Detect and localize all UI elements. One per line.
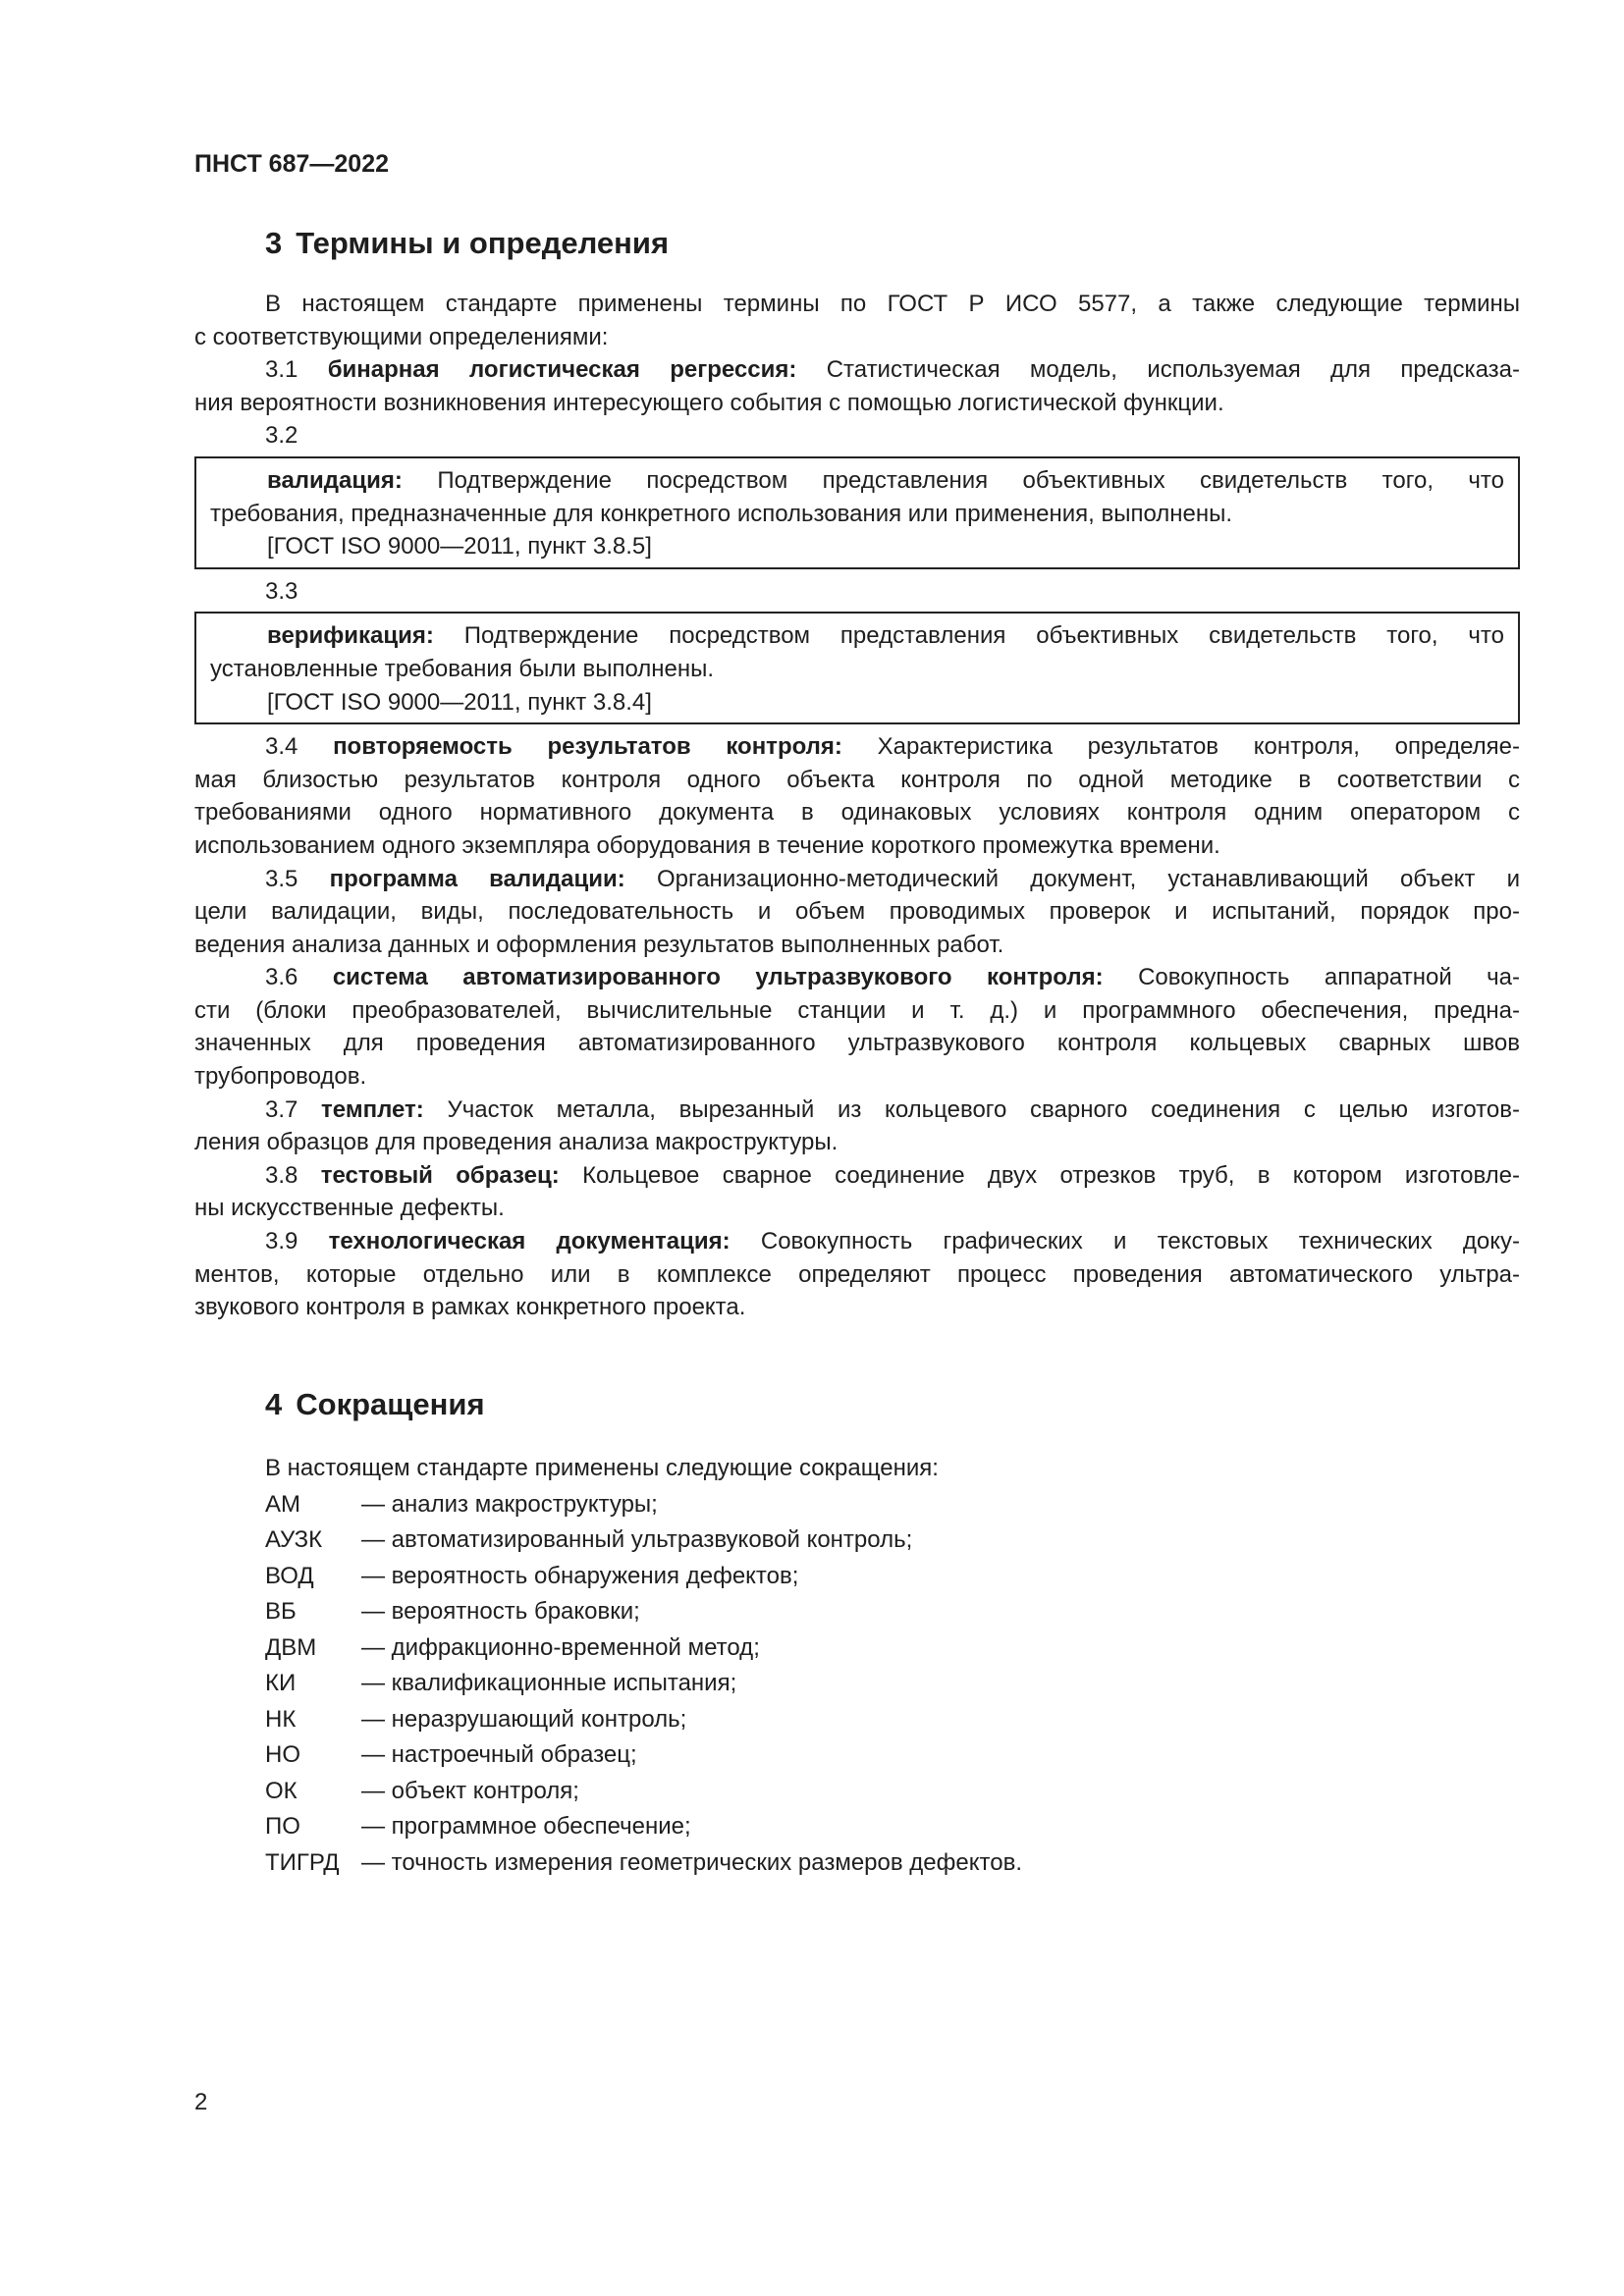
definition-line: ния вероятности возникновения интересующего события с помощью логистической функции. <box>194 389 1224 416</box>
abbreviation: КИ <box>265 1670 297 1696</box>
abbreviation: АМ <box>265 1490 300 1518</box>
term-name: темплет: <box>321 1095 424 1123</box>
definition-line: ментов, которые отдельно или в комплексе определяют процесс проведения автоматического ультра- <box>194 1260 1520 1288</box>
term-definition: Совокупность графических и текстовых технических доку- <box>760 1228 1521 1255</box>
term-definition: Совокупность аппаратной ча- <box>1138 964 1521 991</box>
term-definition: Участок металла, вырезанный из кольцевого сварного соединения с целью изготов- <box>447 1095 1520 1123</box>
definition-line: ления образцов для проведения анализа макроструктуры. <box>194 1129 839 1156</box>
term-definition: Кольцевое сварное соединение двух отрезков труб, в котором изготовле- <box>582 1161 1521 1189</box>
abbreviation-item <box>194 1630 1520 1667</box>
section-4-body <box>194 1451 1520 1881</box>
definition-line: требования, предназначенные для конкретного использования или применения, выполнены. <box>210 500 1233 527</box>
abbreviation: ОК <box>265 1777 298 1804</box>
page-number: 2 <box>194 2089 208 2115</box>
term-entry-t37 <box>194 1094 1520 1127</box>
term-entry-t39 <box>194 1225 1520 1258</box>
definition-line: сти (блоки преобразователей, вычислительные станции и т. д.) и программного обеспечения, предна- <box>194 996 1520 1024</box>
abbreviation: ВОД <box>265 1562 314 1589</box>
abbreviation: АУЗК <box>265 1526 323 1553</box>
definition-line: установленные требования были выполнены. <box>210 655 715 682</box>
term-entry-t33 <box>210 619 1504 653</box>
abbreviation-meaning: — программное обеспечение; <box>361 1813 691 1840</box>
abbreviation-meaning: — настроечный образец; <box>361 1741 637 1768</box>
abbreviation: ПО <box>265 1813 300 1840</box>
abbreviation-item <box>194 1845 1520 1882</box>
abbreviation-item <box>194 1594 1520 1630</box>
term-definition: Характеристика результатов контроля, определяе- <box>877 733 1521 761</box>
term-entry-t38 <box>194 1159 1520 1193</box>
abbreviation-item <box>194 1487 1520 1523</box>
definition-line: требованиями одного нормативного документа в одинаковых условиях контроля одним оператором с <box>194 799 1520 827</box>
term-name: тестовый образец: <box>320 1161 560 1189</box>
term-entry-t34 <box>194 730 1520 764</box>
term-source-reference: [ГОСТ ISO 9000—2011, пункт 3.8.5] <box>267 533 652 561</box>
term-number: 3.4 <box>265 733 298 761</box>
abbreviation-meaning: — неразрушающий контроль; <box>361 1705 687 1733</box>
section-4-heading <box>265 1387 485 1422</box>
definition-line: цели валидации, виды, последовательность и объем проводимых проверок и испытаний, порядок про- <box>194 898 1520 926</box>
term-number: 3.6 <box>265 964 298 991</box>
abbreviation: НК <box>265 1705 297 1733</box>
abbreviation-meaning: — квалификационные испытания; <box>361 1670 737 1696</box>
term-number: 3.2 <box>265 422 298 450</box>
term-number: 3.9 <box>265 1228 298 1255</box>
abbreviation-item <box>194 1559 1520 1595</box>
term-number: 3.7 <box>265 1095 298 1123</box>
section-number: 3 <box>265 226 283 260</box>
term-name: система автоматизированного ультразвукового контроля: <box>332 964 1104 991</box>
abbreviation-item <box>194 1522 1520 1559</box>
abbreviation-meaning: — точность измерения геометрических размеров дефектов. <box>361 1848 1022 1876</box>
term-definition: Подтверждение посредством представления объективных свидетельств того, что <box>463 622 1505 650</box>
term-name: повторяемость результатов контроля: <box>333 733 842 761</box>
term-name: бинарная логистическая регрессия: <box>327 356 797 384</box>
abbreviation-item <box>194 1774 1520 1810</box>
abbreviation-meaning: — вероятность браковки; <box>361 1598 640 1625</box>
abbreviation-meaning: — вероятность обнаружения дефектов; <box>361 1562 799 1589</box>
term-number: 3.8 <box>265 1161 298 1189</box>
abbreviation-item <box>194 1666 1520 1702</box>
abbreviation-meaning: — автоматизированный ультразвуковой контроль; <box>361 1526 913 1553</box>
intro-line: В настоящем стандарте применены термины по ГОСТ Р ИСО 5577, а также следующие термины <box>265 291 1520 317</box>
definition-line: значенных для проведения автоматизированного ультразвукового контроля кольцевых сварных швов <box>194 1030 1520 1057</box>
term-entry-t32 <box>210 464 1504 498</box>
term-number: 3.5 <box>265 865 298 892</box>
abbreviation: НО <box>265 1741 300 1768</box>
abbreviation-item <box>194 1737 1520 1774</box>
section-3-body <box>194 288 1520 1324</box>
term-definition: Статистическая модель, используемая для предсказа- <box>826 356 1520 384</box>
definition-line: ны искусственные дефекты. <box>194 1195 505 1222</box>
term-box-t32 <box>194 456 1520 569</box>
term-definition: Подтверждение посредством представления объективных свидетельств того, что <box>437 466 1504 494</box>
term-definition: Организационно-методический документ, устанавливающий объект и <box>656 865 1521 892</box>
abbreviations-list <box>194 1487 1520 1882</box>
abbreviation: ВБ <box>265 1598 297 1625</box>
section-number: 4 <box>265 1387 283 1421</box>
term-number: 3.3 <box>265 577 298 605</box>
section-title: Термины и определения <box>296 226 670 260</box>
term-box-t33 <box>194 612 1520 724</box>
definition-line: звукового контроля в рамках конкретного проекта. <box>194 1294 746 1321</box>
document-header: ПНСТ 687—2022 <box>194 150 389 178</box>
term-entry-t35 <box>194 863 1520 896</box>
abbreviation: ТИГРД <box>265 1848 340 1876</box>
term-name: валидация: <box>267 466 403 494</box>
abbreviation: ДВМ <box>265 1633 317 1661</box>
term-entry-t31 <box>194 353 1520 387</box>
abbreviation-meaning: — дифракционно-временной метод; <box>361 1633 760 1661</box>
term-name: верификация: <box>267 622 434 650</box>
term-number: 3.1 <box>265 356 298 384</box>
abbreviations-intro: В настоящем стандарте применены следующие сокращения: <box>265 1455 939 1481</box>
definition-line: использованием одного экземпляра оборудования в течение короткого промежутка времени. <box>194 831 1220 859</box>
abbreviation-meaning: — анализ макроструктуры; <box>361 1490 658 1518</box>
definition-line: мая близостью результатов контроля одного объекта контроля по одной методике в соответствии с <box>194 766 1520 793</box>
section-title: Сокращения <box>296 1387 485 1421</box>
term-entry-t36 <box>194 961 1520 994</box>
abbreviation-item <box>194 1809 1520 1845</box>
definition-line: ведения анализа данных и оформления результатов выполненных работ. <box>194 931 1004 958</box>
section-3-heading <box>265 226 669 261</box>
term-source-reference: [ГОСТ ISO 9000—2011, пункт 3.8.4] <box>267 688 652 716</box>
abbreviation-meaning: — объект контроля; <box>361 1777 579 1804</box>
intro-line: с соответствующими определениями: <box>194 323 609 350</box>
term-name: программа валидации: <box>329 865 625 892</box>
abbreviation-item <box>194 1702 1520 1738</box>
term-name: технологическая документация: <box>328 1228 731 1255</box>
definition-line: трубопроводов. <box>194 1063 367 1091</box>
